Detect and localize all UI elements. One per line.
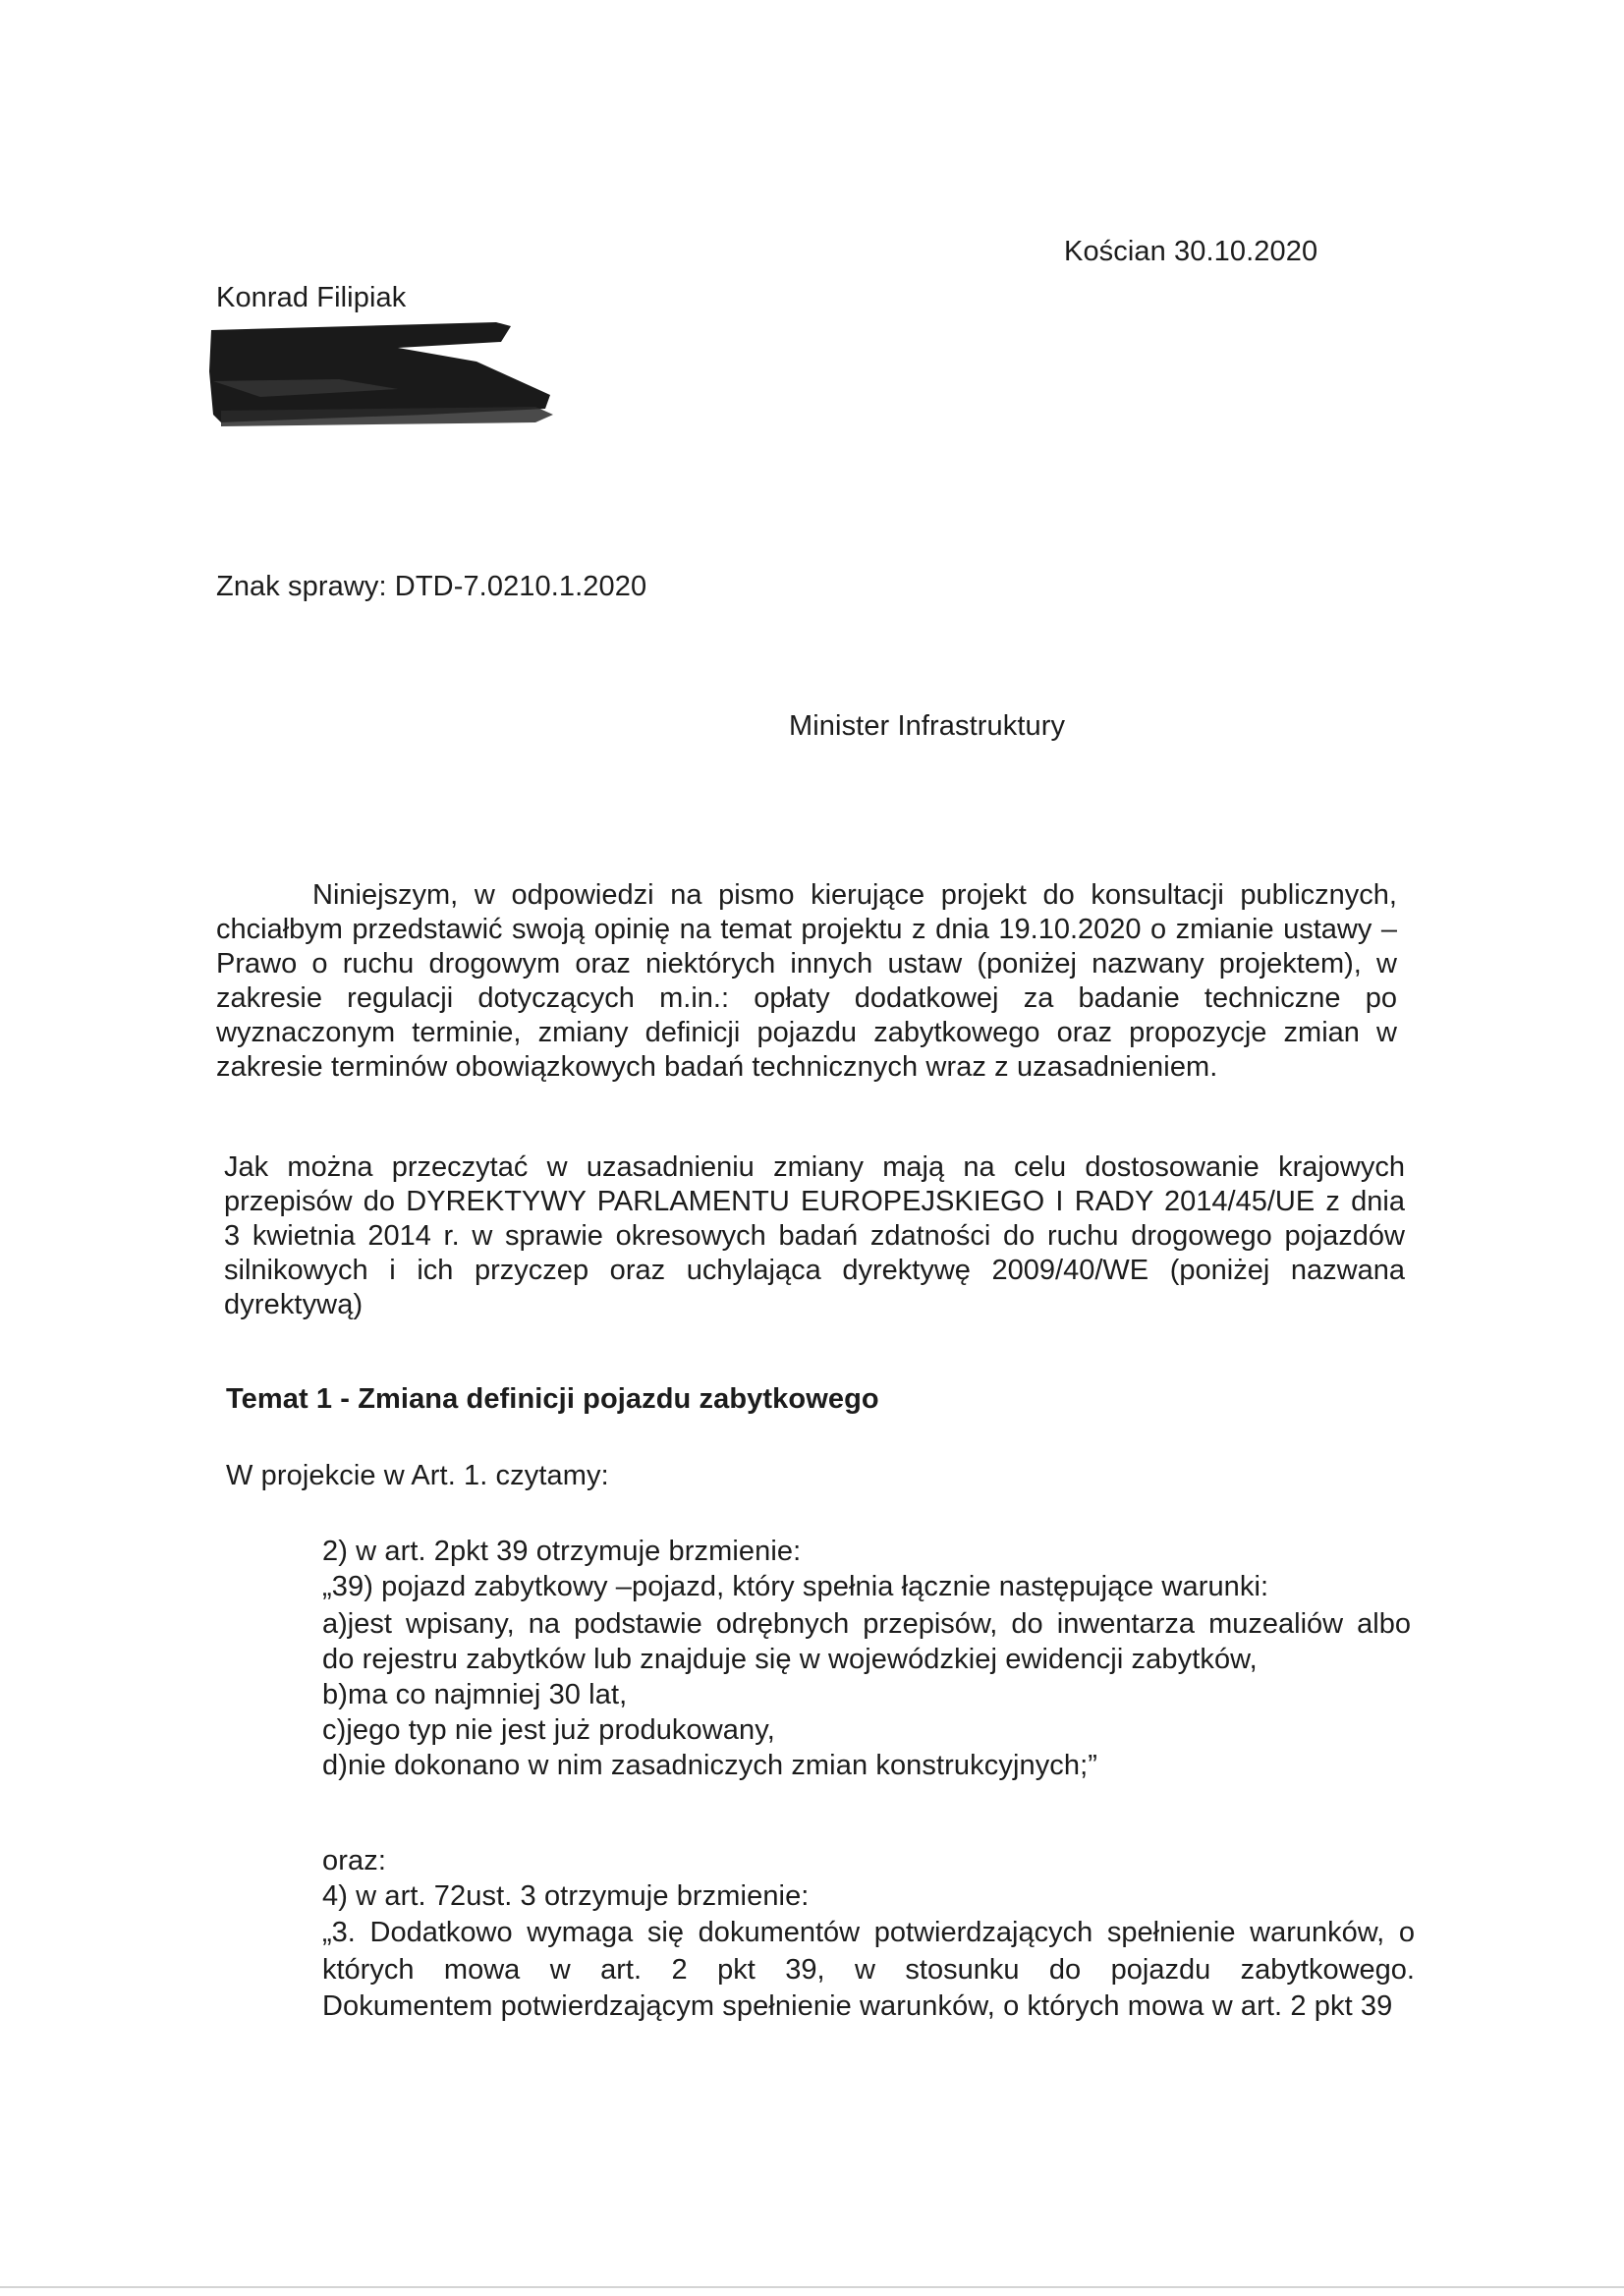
topic-lead: W projekcie w Art. 1. czytamy:	[226, 1460, 609, 1491]
topic-heading: Temat 1 - Zmiana definicji pojazdu zabytkowego	[226, 1383, 879, 1415]
recipient: Minister Infrastruktury	[789, 710, 1066, 742]
quote-line: 4) w art. 72ust. 3 otrzymuje brzmienie:	[322, 1880, 810, 1912]
directive-line: 3 kwietnia 2014 r. w sprawie okresowych badań zdatności do ruchu drogowego pojazdów	[224, 1220, 1405, 1252]
quote-line: c)jego typ nie jest już produkowany,	[322, 1714, 775, 1746]
intro-line: Niniejszym, w odpowiedzi na pismo kierujące projekt do konsultacji publicznych,	[312, 879, 1397, 911]
redacted-address	[201, 312, 555, 440]
quote-line: do rejestru zabytków lub znajduje się w wojewódzkiej ewidencji zabytków,	[322, 1644, 1258, 1675]
intro-line: zakresie regulacji dotyczących m.in.: opłaty dodatkowej za badanie techniczne po	[216, 982, 1397, 1014]
directive-line: Jak można przeczytać w uzasadnieniu zmiany mają na celu dostosowanie krajowych	[224, 1151, 1405, 1183]
place-date: Kościan 30.10.2020	[1064, 236, 1318, 267]
intro-line: zakresie terminów obowiązkowych badań technicznych wraz z uzasadnieniem.	[216, 1051, 1218, 1083]
directive-line: silnikowych i ich przyczep oraz uchylająca dyrektywę 2009/40/WE (poniżej nazwana	[224, 1255, 1405, 1286]
directive-line: dyrektywą)	[224, 1289, 364, 1320]
case-reference: Znak sprawy: DTD-7.0210.1.2020	[216, 571, 647, 602]
directive-line: przepisów do DYREKTYWY PARLAMENTU EUROPEJSKIEGO I RADY 2014/45/UE z dnia	[224, 1186, 1405, 1217]
quote-line: d)nie dokonano w nim zasadniczych zmian konstrukcyjnych;”	[322, 1750, 1098, 1781]
scan-edge-line	[0, 2286, 1624, 2288]
quote-line: 2) w art. 2pkt 39 otrzymuje brzmienie:	[322, 1536, 802, 1567]
quote-line: których mowa w art. 2 pkt 39, w stosunku do pojazdu zabytkowego.	[322, 1954, 1415, 1986]
quote-line: b)ma co najmniej 30 lat,	[322, 1679, 628, 1710]
sender-name: Konrad Filipiak	[216, 282, 407, 313]
quote-line: oraz:	[322, 1845, 386, 1876]
quote-line: Dokumentem potwierdzającym spełnienie warunków, o których mowa w art. 2 pkt 39	[322, 1990, 1393, 2022]
intro-line: chciałbym przedstawić swoją opinię na temat projektu z dnia 19.10.2020 o zmianie ustawy –	[216, 914, 1397, 945]
quote-line: a)jest wpisany, na podstawie odrębnych przepisów, do inwentarza muzealiów albo	[322, 1608, 1411, 1640]
intro-line: Prawo o ruchu drogowym oraz niektórych innych ustaw (poniżej nazwany projektem), w	[216, 948, 1397, 980]
quote-line: „39) pojazd zabytkowy –pojazd, który spełnia łącznie następujące warunki:	[322, 1571, 1269, 1602]
quote-line: „3. Dodatkowo wymaga się dokumentów potwierdzających spełnienie warunków, o	[322, 1917, 1415, 1948]
intro-line: wyznaczonym terminie, zmiany definicji pojazdu zabytkowego oraz propozycje zmian w	[216, 1017, 1397, 1048]
